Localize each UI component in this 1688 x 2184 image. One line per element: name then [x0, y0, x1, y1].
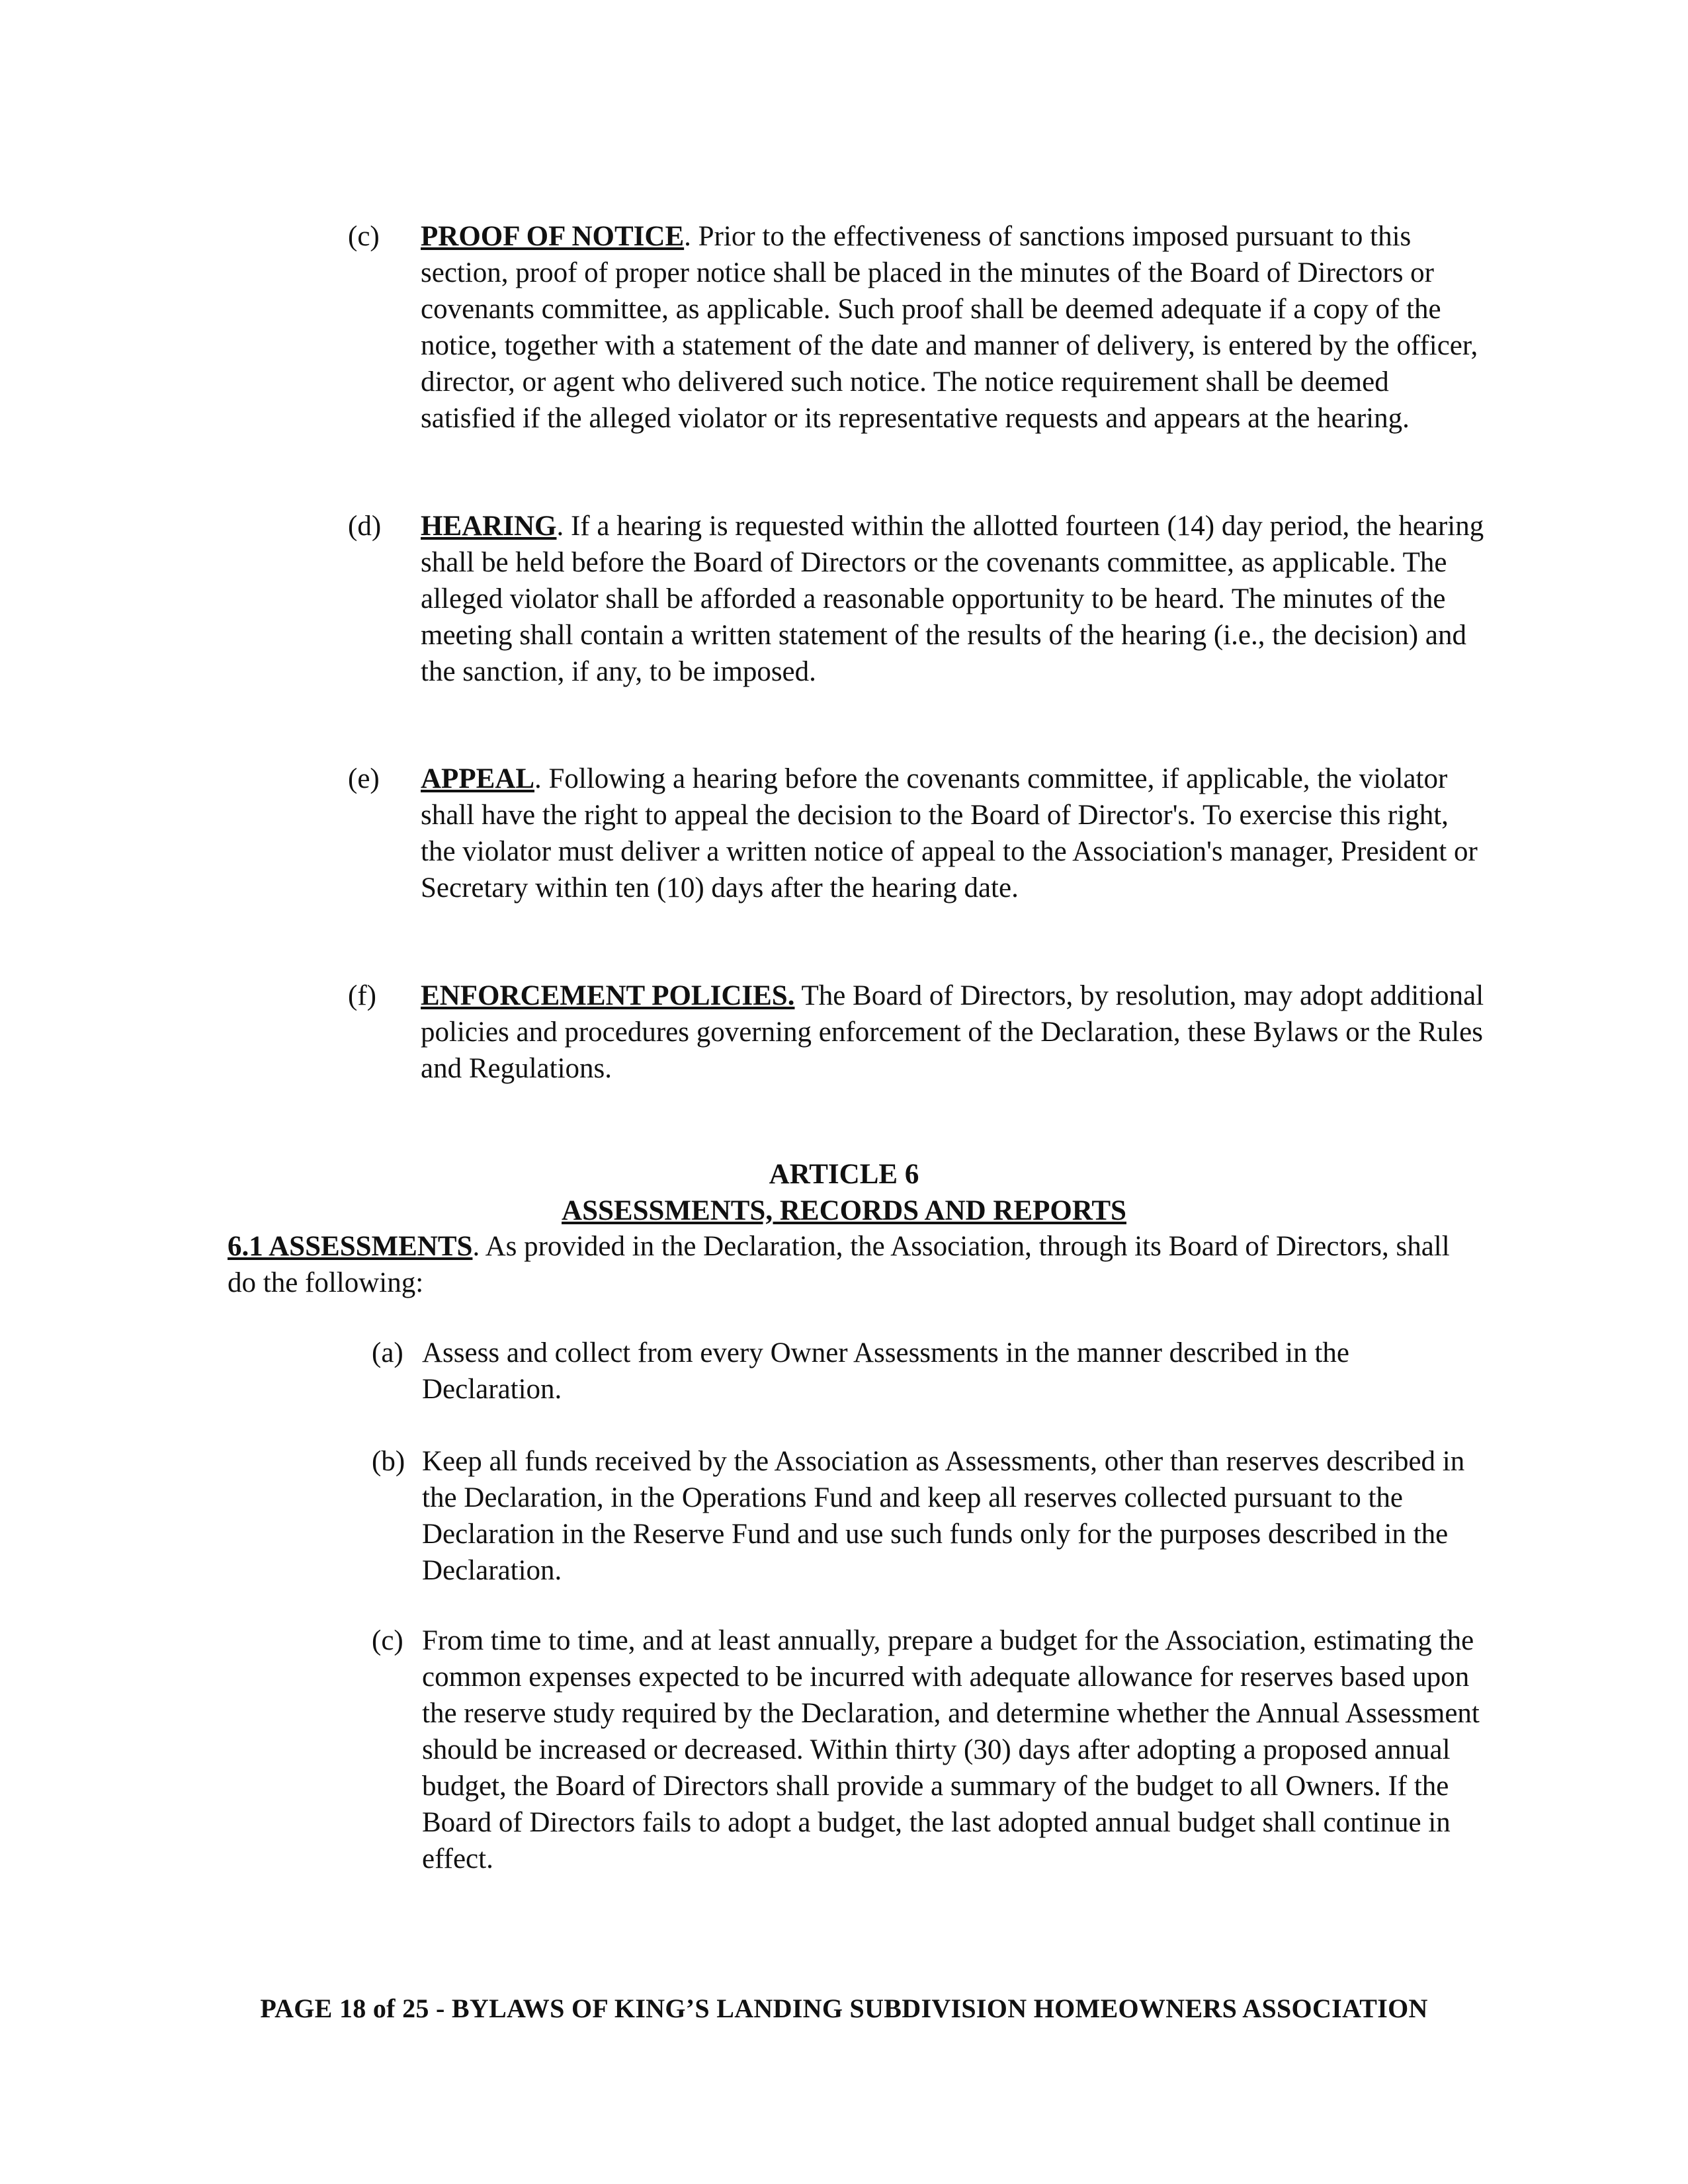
item-marker: (d): [348, 511, 382, 542]
item-text: Following a hearing before the covenants committee, if applicable, the violator shall have the right to appeal the decision to the Board of Director's. To exercise this right, the violator must deliver a written notice of appeal to the Association's manager, President or Secretary within ten (10) days after the hearing date.: [421, 763, 1478, 903]
assessment-item-a: [372, 1335, 1483, 1407]
item-marker: (e): [348, 763, 380, 794]
item-body: [421, 218, 1486, 437]
page-footer: PAGE 18 of 25 - BYLAWS OF KING’S LANDING SUBDIVISION HOMEOWNERS ASSOCIATION: [260, 1994, 1428, 2023]
item-marker: (c): [372, 1625, 403, 1656]
item-text: From time to time, and at least annually, prepare a budget for the Association, estimating the common expenses expected to be incurred with adequate allowance for reserves based upon the reserve study required by the Declaration, and determine whether the Annual Assessment should be increased or decreased. Within thirty (30) days after adopting a proposed annual budget, the Board of Directors shall provide a summary of the budget to all Owners. If the Board of Directors fails to adopt a budget, the last adopted annual budget shall continue in effect.: [422, 1625, 1480, 1874]
item-hearing: [348, 508, 1486, 690]
section-heading: 6.1 ASSESSMENTS: [228, 1231, 473, 1262]
item-text: Assess and collect from every Owner Assessments in the manner described in the Declaration.: [422, 1337, 1349, 1405]
item-body: [421, 761, 1486, 906]
item-text: If a hearing is requested within the allotted fourteen (14) day period, the hearing shall be held before the Board of Directors or the covenants committee, as applicable. The alleged violator shall be afforded a reasonable opportunity to be heard. The minutes of the meeting shall contain a written statement of the results of the hearing (i.e., the decision) and the sanction, if any, to be imposed.: [421, 511, 1484, 687]
item-marker: (f): [348, 980, 376, 1011]
item-text: Keep all funds received by the Association as Assessments, other than reserves described in the Declaration, in the Operations Fund and keep all reserves collected pursuant to the Declaration in the Reserve Fund and use such funds only for the purposes described in the Declaration.: [422, 1446, 1465, 1586]
item-marker: (a): [372, 1337, 403, 1368]
article-number: ARTICLE 6: [769, 1159, 919, 1190]
article-title: ASSESSMENTS, RECORDS AND REPORTS: [562, 1195, 1126, 1226]
item-proof-of-notice: [348, 218, 1486, 437]
item-heading: APPEAL: [421, 763, 534, 794]
section-text: As provided in the Declaration, the Association, through its Board of Directors, shall do the following:: [228, 1231, 1450, 1298]
item-heading-suffix: .: [684, 221, 691, 252]
item-heading: HEARING: [421, 511, 557, 542]
item-heading-suffix: .: [534, 763, 542, 794]
item-heading: ENFORCEMENT POLICIES.: [421, 980, 795, 1011]
assessment-item-c: [372, 1622, 1483, 1877]
item-heading-suffix: .: [556, 511, 564, 542]
item-text: Prior to the effectiveness of sanctions imposed pursuant to this section, proof of proper notice shall be placed in the minutes of the Board of Directors or covenants committee, as applicable. Such proof shall be deemed adequate if a copy of the notice, together with a statement of the date and manner of delivery, is entered by the officer, director, or agent who delivered such notice. The notice requirement shall be deemed satisfied if the alleged violator or its representative requests and appears at the hearing.: [421, 221, 1478, 434]
section-heading-suffix: .: [472, 1231, 480, 1262]
item-marker: (c): [348, 221, 380, 252]
assessment-item-b: [372, 1443, 1483, 1589]
item-body: [421, 978, 1486, 1087]
item-body: [421, 508, 1486, 690]
item-text: The Board of Directors, by resolution, may adopt additional policies and procedures governing enforcement of the Declaration, these Bylaws or the Rules and Regulations.: [421, 980, 1484, 1084]
item-marker: (b): [372, 1446, 405, 1477]
item-heading: PROOF OF NOTICE: [421, 221, 685, 252]
item-enforcement-policies: [348, 978, 1486, 1087]
item-appeal: [348, 761, 1486, 906]
section-6-1: [228, 1228, 1471, 1301]
